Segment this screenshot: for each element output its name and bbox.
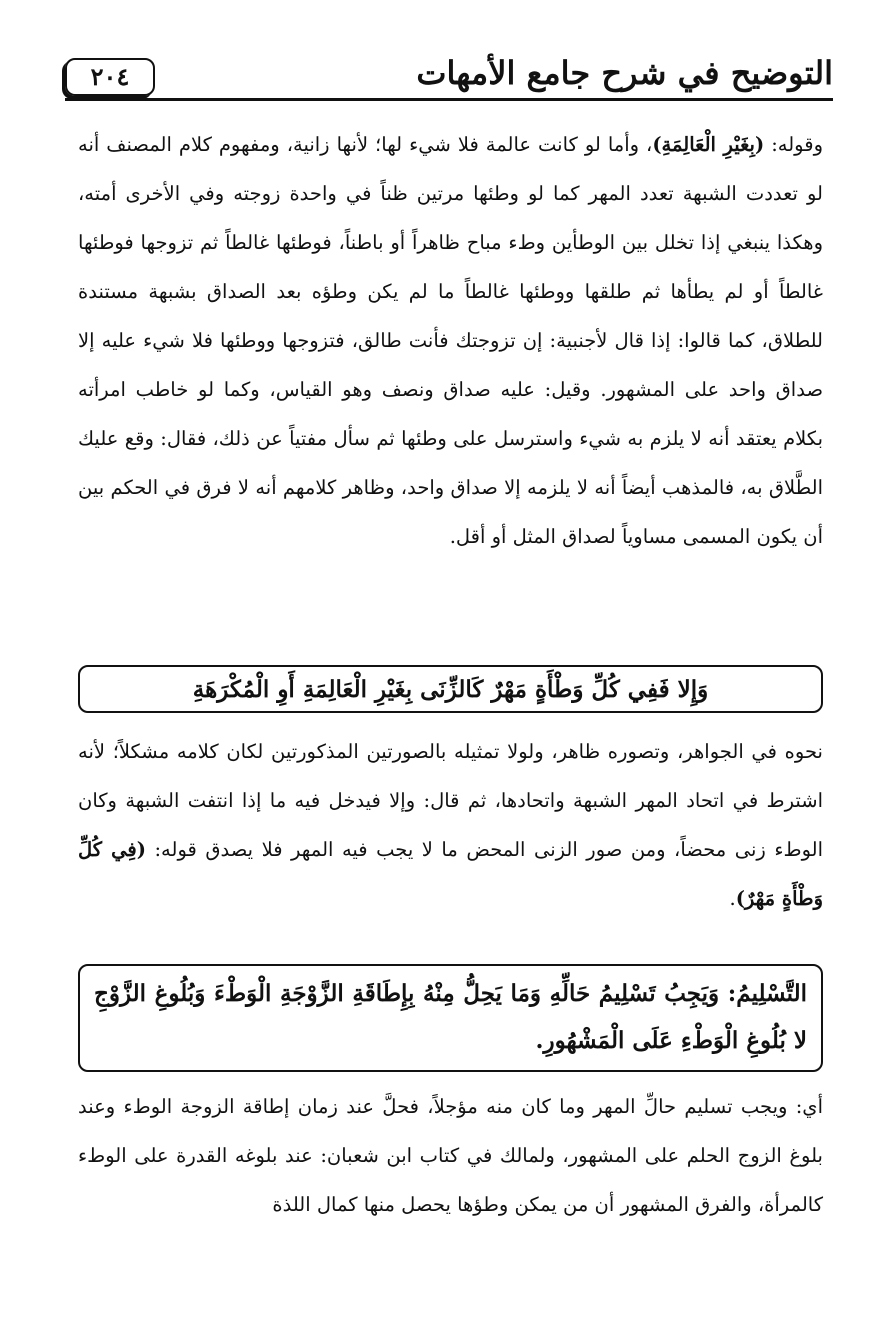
page-header: [65, 48, 833, 101]
matn-box-2: التَّسْلِيمُ: وَيَجِبُ تَسْلِيمُ حَالِّهِ وَمَا يَحِلُّ مِنْهُ بِإِطَاقَةِ الزَّوْجَةِ الْوَطْءَ وَبُلُوغِ الزَّوْجِ لا بُلُوغِ الْوَطْءِ عَلَى الْمَشْهُورِ.: [78, 964, 823, 1072]
paragraph-2-suffix: .: [729, 887, 736, 910]
commentary-paragraph-1: [78, 120, 823, 561]
commentary-paragraph-3: أي: ويجب تسليم حالِّ المهر وما كان منه مؤجلاً، فحلَّ عند زمان إطاقة الزوجة الوطء وعند بلوغ الزوج الحلم على المشهور، ولمالك في كتاب ابن شعبان: عند بلوغه القدرة على الوطء كالمرأة، والفرق المشهور أن من يمكن وطؤها يحصل منها كمال اللذة: [78, 1095, 823, 1216]
quoted-phrase: (فِي كُلِّ وَطْأَةٍ مَهْرٌ): [78, 838, 823, 910]
paragraph-2-text: نحوه في الجواهر، وتصوره ظاهر، ولولا تمثيله بالصورتين المذكورتين لكان كلامه مشكلاً؛ لأنه اشترط في اتحاد المهر الشبهة واتحادها، ثم قال: وإلا فيدخل فيه ما إذا انتفت الشبهة وكان الوطء زنى محضاً، ومن صور الزنى المحض ما لا يجب فيه المهر فلا يصدق قوله:: [78, 740, 823, 861]
quoted-phrase: (بِغَيْرِ الْعَالِمَةِ): [652, 133, 765, 156]
paragraph-1-text: ، وأما لو كانت عالمة فلا شيء لها؛ لأنها زانية، ومفهوم كلام المصنف أنه لو تعددت الشبهة تعدد المهر كما لو وطئها مرتين ظناً في واحدة زوجته وفي الأخرى أمته، وهكذا ينبغي إذا تخلل بين الوطأين وطء مباح ظاهراً أو باطناً، فوطئها غالطاً ثم تزوجها فوطئها غالطاً أو لم يطأها ثم طلقها ووطئها غالطاً ما لم يكن وطؤه بعد الصداق بشبهة مستندة للطلاق، كما قالوا: إذا قال لأجنبية: إن تزوجتك فأنت طالق، فتزوجها ووطئها فلا شيء عليه إلا صداق واحد على المشهور. وقيل: عليه صداق ونصف وهو القياس، وكما لو خاطب امرأته بكلام يعتقد أنه لا يلزم به شيء واسترسل على وطئها ثم سأل مفتياً عن ذلك، فقال: وقع عليك الطَّلاق به، فالمذهب أيضاً أنه لا يلزمه إلا صداق واحد، وظاهر كلامهم أنه لا فرق في الحكم بين أن يكون المسمى مساوياً لصداق المثل أو أقل.: [78, 133, 823, 548]
commentary-paragraph-2: [78, 727, 823, 923]
page-number: ٢٠٤: [65, 58, 155, 96]
running-title: التوضيح في شرح جامع الأمهات: [416, 54, 833, 92]
paragraph-1-prefix: وقوله:: [764, 133, 823, 156]
matn-box-1: وَإِلا فَفِي كُلِّ وَطْأَةٍ مَهْرٌ كَالزِّنَى بِغَيْرِ الْعَالِمَةِ أَوِ الْمُكْرَهَةِ: [78, 665, 823, 713]
